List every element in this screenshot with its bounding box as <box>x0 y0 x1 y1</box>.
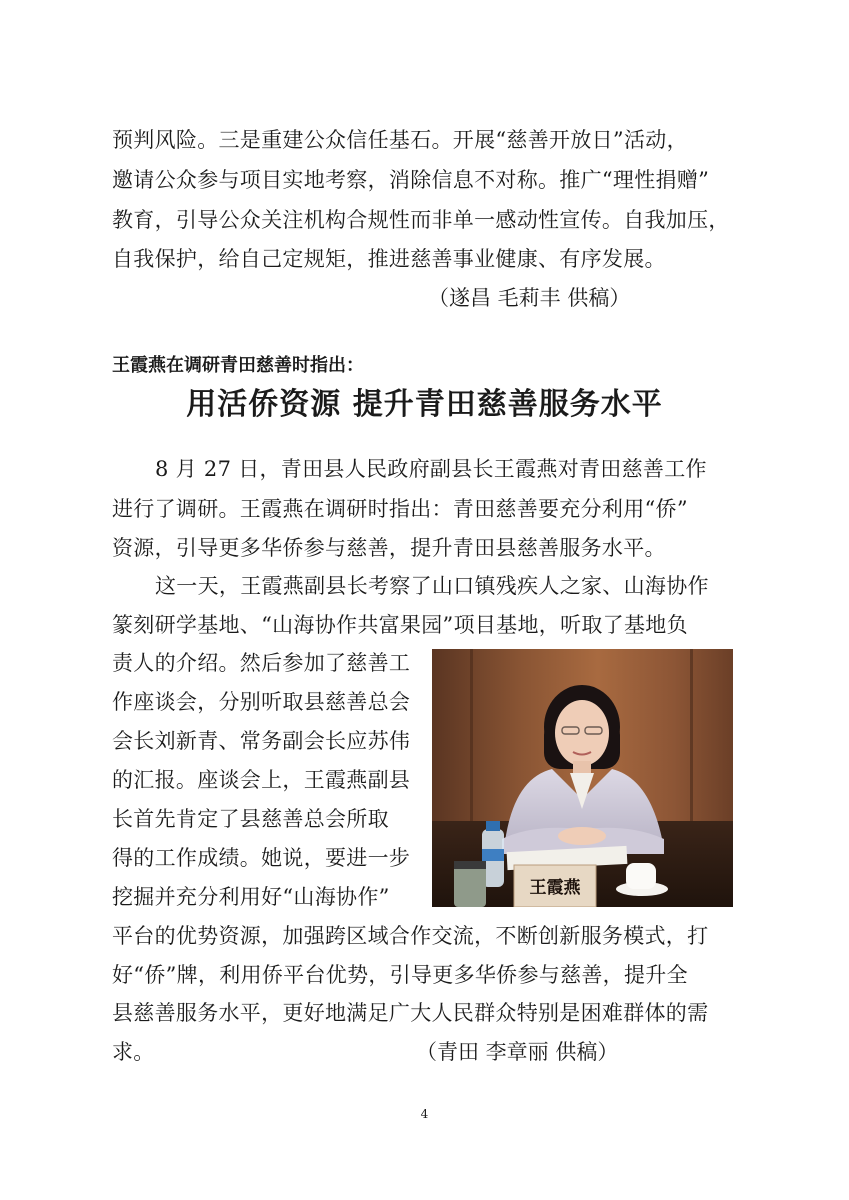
article1-line-4: 自我保护，给自己定规矩，推进慈善事业健康、有序发展。 <box>112 247 666 271</box>
article1-line-2: 邀请公众参与项目实地考察，消除信息不对称。推广“理性捐赠” <box>112 168 710 192</box>
article1-line-1: 预判风险。三是重建公众信任基石。开展“慈善开放日”活动， <box>112 128 688 152</box>
article2-wrap-line-6: 得的工作成绩。她说，要进一步 <box>112 846 411 870</box>
meeting-photo <box>432 649 733 907</box>
article2-byline: （青田 李章丽 供稿） <box>416 1040 619 1064</box>
article2-line-9: 求。 <box>112 1040 155 1064</box>
article2-headline: 用活侨资源 提升青田慈善服务水平 <box>186 387 663 422</box>
article2-wrap-line-5: 长首先肯定了县慈善总会所取 <box>112 807 389 831</box>
article2-wrap-line-4: 的汇报。座谈会上，王霞燕副县 <box>112 768 411 792</box>
article1-byline: （遂昌 毛莉丰 供稿） <box>428 286 631 310</box>
article2-line-5: 篆刻研学基地、“山海协作共富果园”项目基地，听取了基地负 <box>112 613 688 637</box>
article2-line-7: 好“侨”牌，利用侨平台优势，引导更多华侨参与慈善，提升全 <box>112 963 688 987</box>
article2-line-6: 平台的优势资源，加强跨区域合作交流，不断创新服务模式，打 <box>112 924 709 948</box>
article2-wrap-line-2: 作座谈会，分别听取县慈善总会 <box>112 690 411 714</box>
article2-wrap-line-3: 会长刘新青、常务副会长应苏伟 <box>112 729 411 753</box>
article2-line-3: 资源，引导更多华侨参与慈善，提升青田县慈善服务水平。 <box>112 536 666 560</box>
nameplate-text: 王霞燕 <box>529 878 581 898</box>
article2-line-8: 县慈善服务水平，更好地满足广大人民群众特别是困难群体的需 <box>112 1001 709 1025</box>
meeting-photo-illustration <box>432 649 733 907</box>
article2-line-2: 进行了调研。王霞燕在调研时指出：青田慈善要充分利用“侨” <box>112 497 688 521</box>
article2-wrap-line-1: 责人的介绍。然后参加了慈善工 <box>112 651 411 675</box>
article1-line-3: 教育，引导公众关注机构合规性而非单一感动性宣传。自我加压， <box>112 208 730 232</box>
page-number: 4 <box>420 1107 429 1121</box>
article2-kicker: 王霞燕在调研青田慈善时指出： <box>112 355 364 376</box>
article2-wrap-line-7: 挖掘并充分利用好“山海协作” <box>112 885 390 909</box>
article2-line-1: 8 月 27 日，青田县人民政府副县长王霞燕对青田慈善工作 <box>155 457 707 481</box>
article2-line-4: 这一天，王霞燕副县长考察了山口镇残疾人之家、山海协作 <box>155 574 709 598</box>
